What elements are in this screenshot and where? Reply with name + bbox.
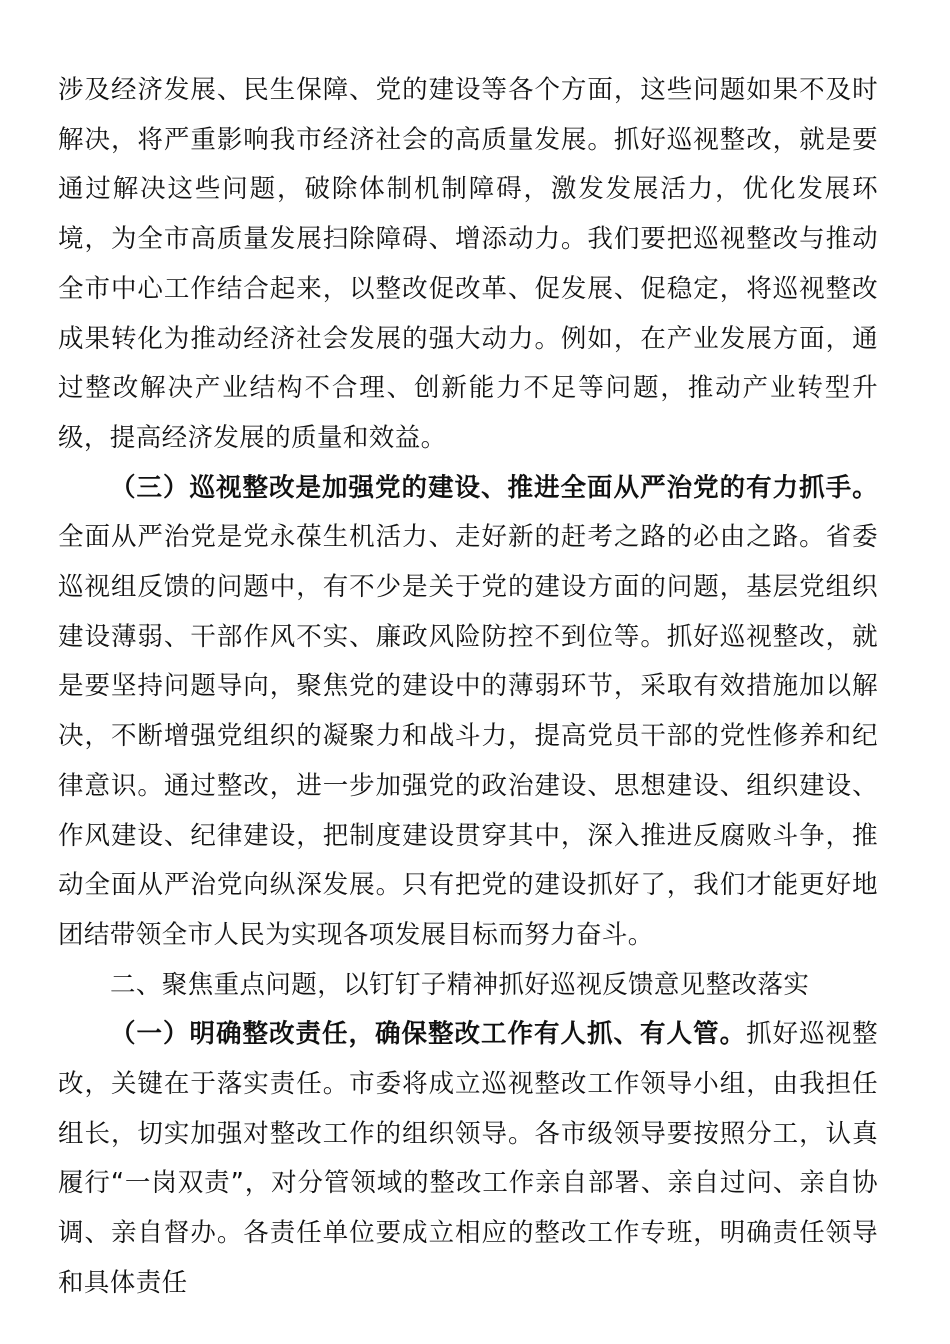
section-2-heading: 二、聚焦重点问题，以钉钉子精神抓好巡视反馈意见整改落实 [110,969,810,1000]
paragraph-body-1-3: 全面从严治党是党永葆生机活力、走好新的赶考之路的必由之路。省委巡视组反馈的问题中，有不少是关于党的建设方面的问题，基层党组织建设薄弱、干部作风不实、廉政风险防控不到位等。抓好巡视整改，就是要坚持问题导向，聚焦党的建设中的薄弱环节，采取有效措施加以解决，不断增强党组织的凝聚力和战斗力，提高党员干部的党性修养和纪律意识。通过整改，进一步加强党的政治建设、思想建设、组织建设、作风建设、纪律建设，把制度建设贯穿其中，深入推进反腐败斗争，推动全面从严治党向纵深发展。只有把党的建设抓好了，我们才能更好地团结带领全市人民为实现各项发展目标而努力奋斗。 [58,522,878,950]
paragraph-section-2-1 [58,1010,878,1308]
paragraph-section-1-3 [58,464,878,961]
subheading-2-1: （一）明确整改责任，确保整改工作有人抓、有人管。 [110,1019,747,1050]
paragraph-continued: 涉及经济发展、民生保障、党的建设等各个方面，这些问题如果不及时解决，将严重影响我市经济社会的高质量发展。抓好巡视整改，就是要通过解决这些问题，破除体制机制障碍，激发发展活力，优化发展环境，为全市高质量发展扫除障碍、增添动力。我们要把巡视整改与推动全市中心工作结合起来，以整改促改革、促发展、促稳定，将巡视整改成果转化为推动经济社会发展的强大动力。例如，在产业发展方面，通过整改解决产业结构不合理、创新能力不足等问题，推动产业转型升级，提高经济发展的质量和效益。 [58,75,878,453]
subheading-1-3: （三）巡视整改是加强党的建设、推进全面从严治党的有力抓手。 [110,472,878,503]
paragraph-body-2-1: 抓好巡视整改，关键在于落实责任。市委将成立巡视整改工作领导小组，由我担任组长，切实加强对整改工作的组织领导。各市级领导要按照分工，认真履行“一岗双责”，对分管领域的整改工作亲自部署、亲自过问、亲自协调、亲自督办。各责任单位要成立相应的整改工作专班，明确责任领导和具体责任 [58,1019,878,1298]
